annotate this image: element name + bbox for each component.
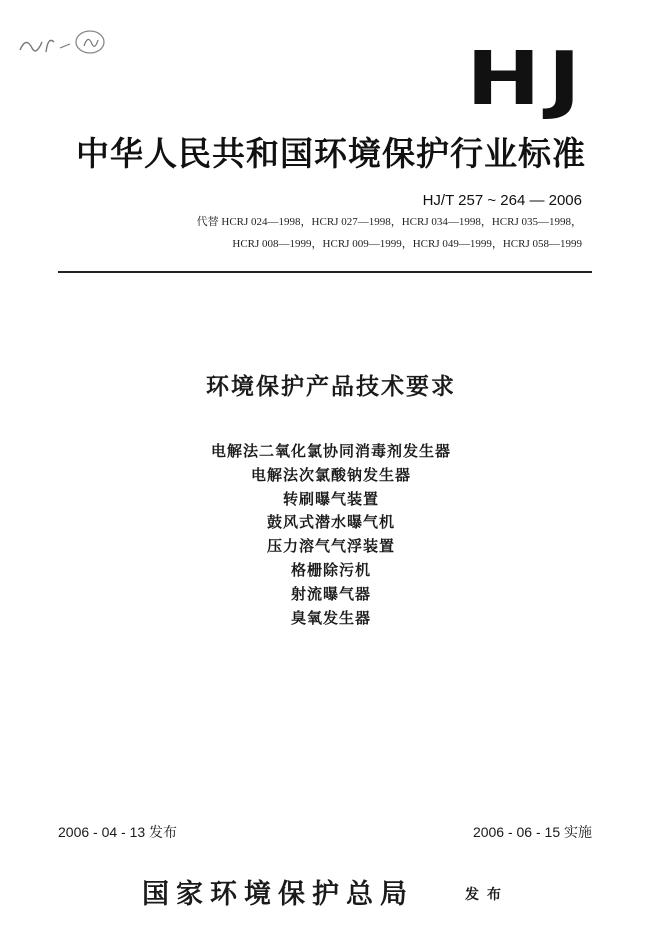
header-divider [58,271,592,273]
effective-date: 2006 - 06 - 15 实施 [472,824,592,840]
product-item: 臭氧发生器 [290,608,371,627]
document-title: 环境保护产品技术要求 [206,374,456,400]
standard-category-title: 中华人民共和国环境保护行业标准 [76,134,586,173]
replaces-line-1: 代替 HCRJ 024—1998，HCRJ 027—1998，HCRJ 034—1998，HCRJ 035—1998， [196,216,582,228]
issue-date: 2006 - 04 - 13 发布 [58,824,178,840]
standard-number: HJ/T 257 ~ 264 — 2006 [422,192,582,209]
product-item: 格栅除污机 [290,560,371,579]
product-item: 转刷曝气装置 [282,489,379,508]
product-item: 电解法二氧化氯协同消毒剂发生器 [210,442,451,460]
product-item: 压力溶气气浮装置 [266,537,395,556]
hj-logo: HJ [466,36,588,122]
product-item: 鼓风式潜水曝气机 [266,513,395,532]
product-list [0,440,662,630]
product-item: 射流曝气器 [290,584,371,603]
handwritten-mark [16,22,136,62]
issuing-label: 发布 [465,887,509,903]
issuing-authority: 国家环境保护总局 [142,879,414,910]
product-item: 电解法次氯酸钠发生器 [250,465,411,484]
replaces-line-2: HCRJ 008—1999，HCRJ 009—1999，HCRJ 049—1999，HCRJ 058—1999 [232,238,582,250]
